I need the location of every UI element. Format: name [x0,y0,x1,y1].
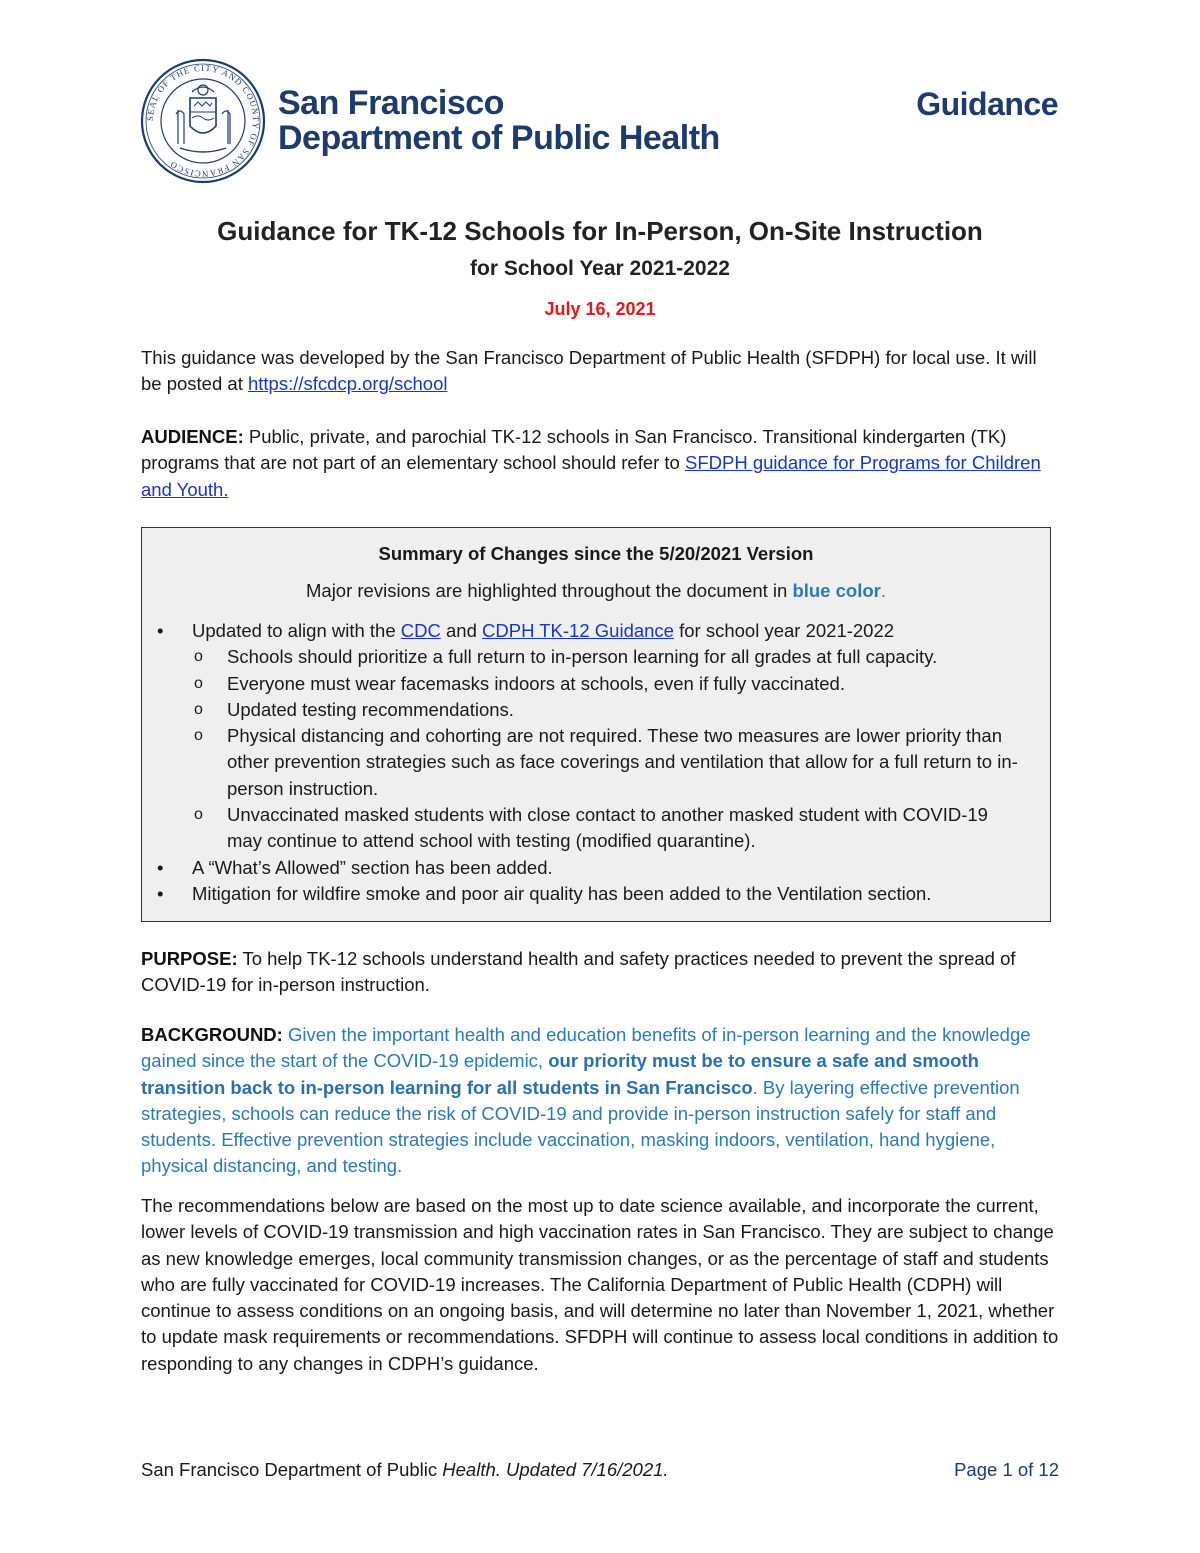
audience-text: Public, private, and parochial TK-12 schools in San Francisco. Transitional kindergarten (TK) programs that are not part of an elementary school should refer to [141,426,1007,474]
summary-note-text: Major revisions are highlighted throughout the document in [306,580,793,601]
summary-note-period: . [880,580,886,601]
sub-list-item-text: Schools should prioritize a full return to in-person learning for all grades at full capacity. [227,646,938,668]
list-item-text: and [440,620,483,641]
sub-bullet-icon: o [194,806,203,824]
background-bold: our priority must be to ensure a safe and smooth transition back to in-person learning for all students in San Francisco [141,1050,979,1098]
recommendations-paragraph: The recommendations below are based on the most up to date science available, and incorporate the current, lower levels of COVID-19 transmission and high vaccination rates in San Francisco. They are subject to change as new knowledge emerges, local community transmission changes, or as the percentage of staff and students who are fully vaccinated for COVID-19 increases. The California Department of Public Health (CDPH) will continue to assess conditions on an ongoing basis, and will determine no later than November 1, 2021, whether to update mask requirements or recommendations. SFDPH will continue to assess local conditions in addition to responding to any changes in CDPH’s guidance. [141,1195,1059,1374]
purpose-label: PURPOSE: [141,948,238,969]
purpose-text: To help TK-12 schools understand health and safety practices needed to prevent the spread of COVID-19 for in-person instruction. [141,948,1016,996]
background-paragraph [141,1022,1061,1180]
sub-list-item [142,802,1050,855]
list-item-text: A “What’s Allowed” section has been added. [192,856,553,878]
audience-paragraph [141,424,1061,503]
bullet-icon: • [157,620,164,641]
list-item [142,618,1050,644]
background-text-2: . By layering effective prevention strategies, schools can reduce the risk of COVID-19 and provide in-person instruction safely for staff and students. Effective prevention strategies include vaccination, masking indoors, ventilation, hand hygiene, physical distancing, and testing. [141,1076,1020,1177]
footer-credit-text: San Francisco Department of Public [141,1459,443,1480]
audience-label: AUDIENCE: [141,426,244,447]
background-label: BACKGROUND: [141,1024,283,1045]
sub-bullet-icon: o [194,727,203,745]
cdc-link[interactable]: CDC [400,620,441,641]
background-text-1: Given the important health and education benefits of in-person learning and the knowledge gained since the start of the COVID-19 epidemic, [141,1024,1031,1072]
intro-paragraph [141,345,1061,398]
summary-note-highlight: blue color [792,580,881,601]
school-url-link[interactable]: https://sfcdcp.org/school [247,373,448,395]
sub-bullet-icon: o [194,648,203,666]
seal-text: SEAL OF THE CITY AND COUNTY OF SAN FRANCISCO [144,62,262,180]
sub-list-item [142,644,1050,670]
purpose-paragraph [141,946,1061,999]
list-item [142,881,1050,907]
programs-guidance-link[interactable]: SFDPH guidance for Programs for Children and Youth. [141,452,1041,500]
footer-updated: Health. Updated 7/16/2021. [442,1459,669,1480]
sub-list-item-text: Unvaccinated masked students with close contact to another masked student with COVID-19 may continue to attend school with testing (modified quarantine). [227,804,988,852]
page-number: Page 1 of 12 [954,1459,1059,1480]
bullet-icon: • [157,856,164,878]
doc-type-label: Guidance [916,86,1058,122]
document-subtitle: for School Year 2021-2022 [470,257,730,280]
sub-list-item-text: Everyone must wear facemasks indoors at schools, even if fully vaccinated. [227,672,845,694]
summary-note [142,580,1050,602]
intro-text: This guidance was developed by the San Francisco Department of Public Health (SFDPH) for local use. It will be posted at [141,347,1037,395]
summary-list [142,618,1050,907]
sub-list-item-text: Physical distancing and cohorting are not required. These two measures are lower priority than other prevention strategies such as face coverings and ventilation that allow for a full return to in-person instruction. [227,725,1018,799]
org-name-line1: San Francisco [278,84,504,122]
svg-text:SEAL OF THE CITY AND COUNTY OF [145,63,261,179]
org-name [278,86,720,156]
sub-list-item-text: Updated testing recommendations. [227,698,514,720]
document-date: July 16, 2021 [544,299,656,319]
summary-title: Summary of Changes since the 5/20/2021 Version [378,543,814,564]
sub-list-item [142,723,1050,802]
sub-bullet-icon: o [194,674,203,692]
sub-list-item [142,697,1050,723]
sub-list-item [142,671,1050,697]
document-title: Guidance for TK-12 Schools for In-Person, On-Site Instruction [217,216,983,246]
background-text [141,1024,1031,1176]
list-item-text: Mitigation for wildfire smoke and poor air quality has been added to the Ventilation section. [192,882,932,904]
sub-bullet-icon: o [194,700,203,718]
footer-credit [141,1459,669,1481]
org-name-line2: Department of Public Health [278,119,720,157]
summary-box [141,527,1051,922]
list-item-text: Updated to align with the [192,620,401,641]
cdph-guidance-link[interactable]: CDPH TK-12 Guidance [482,620,674,641]
bullet-icon: • [157,882,164,904]
list-item [142,855,1050,881]
city-seal-icon [140,58,266,184]
list-item-text: for school year 2021-2022 [673,620,895,641]
